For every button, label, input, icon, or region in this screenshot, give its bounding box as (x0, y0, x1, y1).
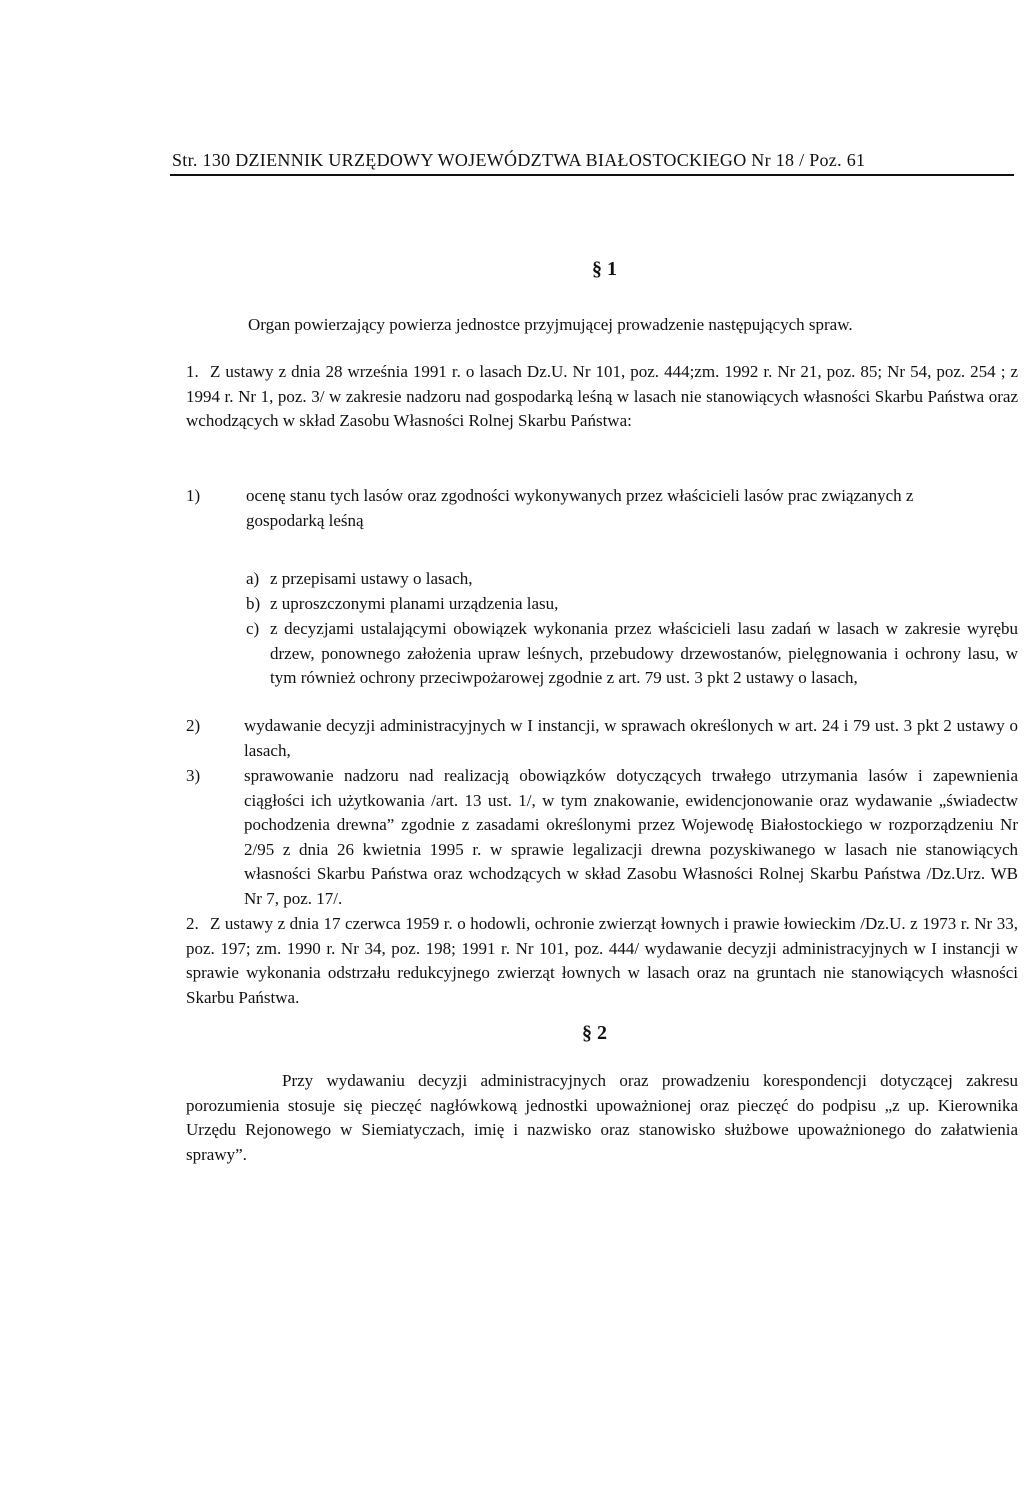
sub-b-text: z uproszczonymi planami urządzenia lasu, (270, 594, 559, 613)
item-1-sub-3-label: 3) (186, 766, 201, 785)
item-1-text: Z ustawy z dnia 28 września 1991 r. o lasach Dz.U. Nr 101, poz. 444;zm. 1992 r. Nr 21, poz. 85; Nr 54, poz. 254 ; z 1994 r. Nr 1, poz. 3/ w zakresie nadzoru nad gospodarką leśną w lasach nie stanowiących własności Skarbu Państwa oraz wchodzących w skład Zasobu Własności Rolnej Skarbu Państwa: (186, 362, 1018, 431)
sub-b-label: b) (246, 594, 261, 613)
header-rule (170, 174, 1014, 176)
section-1-title: § 1 (592, 258, 617, 280)
item-1-sub-2-text: wydawanie decyzji administracyjnych w I instancji, w sprawach określonych w art. 24 i 79 ust. 3 pkt 2 ustawy o lasach, (244, 716, 1018, 760)
item-2-text: Z ustawy z dnia 17 czerwca 1959 r. o hodowli, ochronie zwierząt łownych i prawie łowieckim /Dz.U. z 1973 r. Nr 33, poz. 197; zm. 1990 r. Nr 34, poz. 198; 1991 r. Nr 101, poz. 444/ wydawanie decyzji administracyjnych w I instancji w sprawie wykonania odstrzału redukcyjnego zwierząt łownych w lasach oraz na gruntach nie stanowiących własności Skarbu Państwa. (186, 914, 1018, 1007)
section-1-intro: Organ powierzający powierza jednostce przyjmującej prowadzenie następujących spraw. (248, 315, 853, 334)
item-1-sub-3-text: sprawowanie nadzoru nad realizacją obowiązków dotyczących trwałego utrzymania lasów i zapewnienia ciągłości ich użytkowania /art. 13 ust. 1/, w tym znakowanie, ewidencjonowanie oraz wydawanie „świadectw pochodzenia drewna” zgodnie z zasadami określonymi przez Wojewodę Białostockiego w rozporządzeniu Nr 2/95 z dnia 26 kwietnia 1995 r. w sprawie legalizacji drewna pozyskiwanego w lasach nie stanowiących własności Skarbu Państwa oraz wchodzących w skład Zasobu Własności Rolnej Skarbu Państwa /Dz.Urz. WB Nr 7, poz. 17/. (244, 766, 1018, 908)
item-2-number: 2. (186, 914, 199, 933)
item-1-sub-1-label: 1) (186, 486, 201, 505)
section-2-title: § 2 (582, 1022, 607, 1044)
section-2-text: Przy wydawaniu decyzji administracyjnych oraz prowadzeniu korespondencji dotyczącej zakresu porozumienia stosuje się pieczęć nagłówkową jednostki upoważnionej oraz pieczęć do podpisu „z up. Kierownika Urzędu Rejonowego w Siemiatyczach, imię i nazwisko oraz stanowisko służbowe upoważnionego do załatwienia sprawy”. (186, 1071, 1018, 1164)
sub-c-text: z decyzjami ustalającymi obowiązek wykonania przez właścicieli lasu zadań w lasach w zakresie wyrębu drzew, ponownego założenia upraw leśnych, przebudowy drzewostanów, pielęgnowania i ochrony lasu, w tym również ochrony przeciwpożarowej zgodnie z art. 79 ust. 3 pkt 2 ustawy o lasach, (270, 619, 1018, 688)
sub-a-label: a) (246, 569, 260, 588)
page-header: Str. 130 DZIENNIK URZĘDOWY WOJEWÓDZTWA BIAŁOSTOCKIEGO Nr 18 / Poz. 61 (172, 150, 866, 170)
item-1-number: 1. (186, 362, 199, 381)
sub-c-label: c) (246, 619, 260, 638)
item-1-sub-1-text: ocenę stanu tych lasów oraz zgodności wykonywanych przez właścicieli lasów prac związanych z gospodarką leśną (246, 486, 914, 530)
item-1-sub-2-label: 2) (186, 716, 201, 735)
sub-a-text: z przepisami ustawy o lasach, (270, 569, 473, 588)
